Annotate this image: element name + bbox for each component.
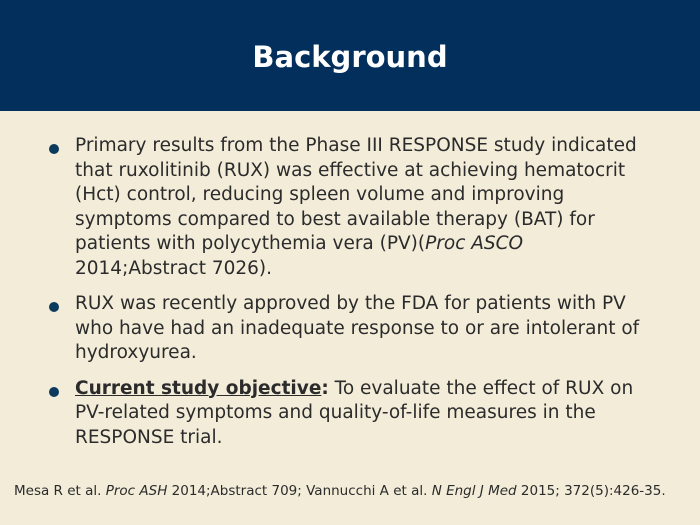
journal-name: Proc ASCO bbox=[425, 233, 524, 254]
bullet-text-end: 2014;Abstract 7026). bbox=[75, 257, 273, 279]
bullet-text: RUX was recently approved by the FDA for patients with PV who have had an inadequate response to or are intolerant of hydroxyurea. bbox=[75, 293, 640, 363]
bullet-list bbox=[46, 134, 656, 461]
reference-journal-2: N Engl J Med bbox=[431, 483, 517, 499]
reference-part-3: 2015; 372(5):426-35. bbox=[516, 483, 666, 499]
bullet-text: Primary results from the Phase III RESPONSE study indicated that ruxolitinib (RUX) was effective at achieving hematocrit (Hct) control, reducing spleen volume and improving symptoms compared to best available therapy (BAT) for patients with polycythemia vera (PV)( bbox=[75, 135, 637, 254]
bullet-dot-icon bbox=[49, 387, 59, 397]
bullet-item-response-results bbox=[46, 134, 656, 281]
objective-colon: : bbox=[321, 377, 329, 399]
reference-part-2: 2014;Abstract 709; Vannucchi A et al. bbox=[167, 483, 432, 499]
bullet-text: To evaluate the effect of RUX on PV-related symptoms and quality-of-life measures in the RESPONSE trial. bbox=[75, 377, 634, 448]
slide-title: Background bbox=[252, 40, 448, 74]
reference-journal-1: Proc ASH bbox=[105, 483, 168, 499]
bullet-item-study-objective bbox=[46, 377, 656, 451]
objective-label: Current study objective bbox=[75, 377, 322, 399]
bullet-dot-icon bbox=[49, 302, 59, 312]
reference-part-1: Mesa R et al. bbox=[14, 483, 106, 499]
bullet-item-fda-approval bbox=[46, 292, 656, 366]
bullet-dot-icon bbox=[49, 144, 59, 154]
reference-citation bbox=[14, 482, 694, 501]
title-banner bbox=[0, 0, 700, 111]
